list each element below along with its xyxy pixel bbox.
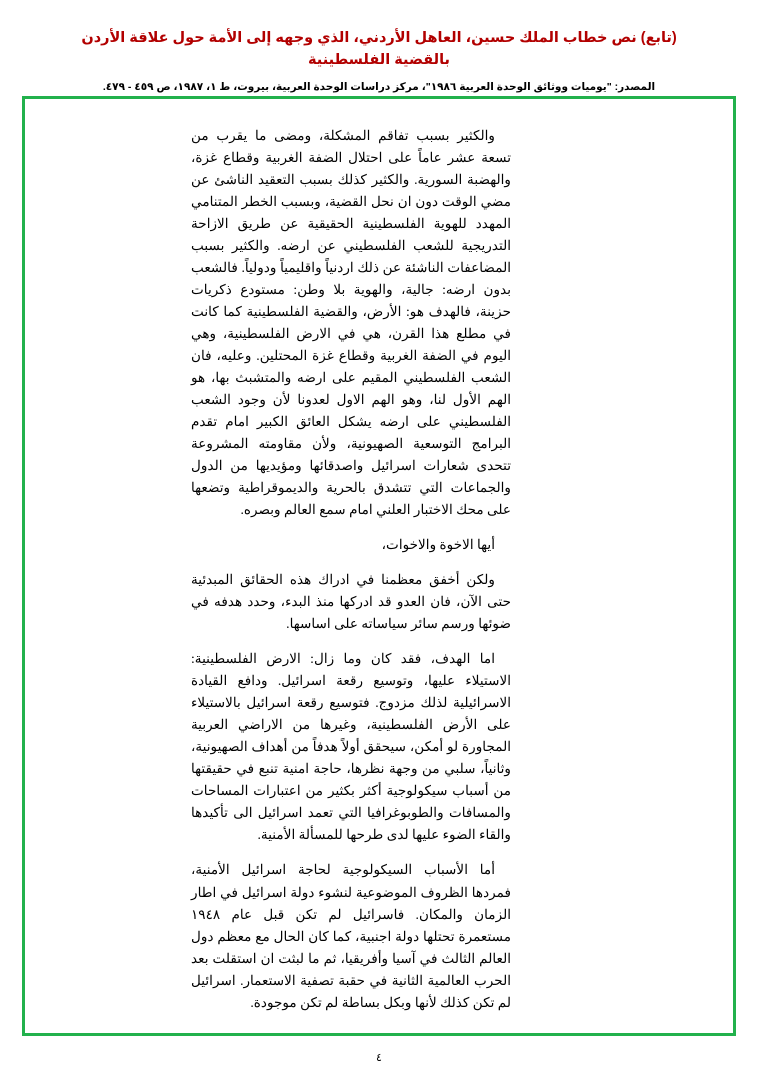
paragraph: والكثير بسبب تفاقم المشكلة، ومضى ما يقرب من تسعة عشر عاماً على احتلال الضفة الغربية وقطاع غزة، والهضبة السورية. والكثير كذلك بسبب التعقيد الناشئ عن مضي الوقت دون ان نحل القضية، وبسبب الخطر المتنامي المهدد للهوية الفلسطينية الحقيقية عن طريق الازاحة التدريجية للشعب الفلسطيني عن ارضه. والكثير بسبب المضاعفات الناشئة عن ذلك اردنياً واقليمياً ودولياً. فالشعب بدون ارضه: جالية، والهوية بلا وطن: مستودع ذكريات حزينة، فالهدف هو: الأرض، والقضية الفلسطينية كما كانت في مطلع هذا القرن، هي في الارض الفلسطينية، وهي اليوم في الضفة الغربية وقطاع غزة المحتلين. وعليه، فان الشعب الفلسطيني المقيم على ارضه والمتشبث بها، هو الهم الأول لنا، وهو الهم الاول لعدونا لأن وجود الشعب الفلسطيني على ارضه يشكل العائق الكبير امام تقدم البرامج التوسعية الصهيونية، ولأن مقاومته المشروعة تتحدى شعارات اسرائيل واصدقائها ومؤيديها من الدول والجماعات التي تتشدق بالحرية والديموقراطية وتضعها على محك الاختبار العلني امام سمع العالم وبصره. [191, 128, 511, 518]
page-number: ٤ [376, 1052, 382, 1064]
body-text-column [25, 99, 739, 1039]
paragraph: ولكن أخفق معظمنا في ادراك هذه الحقائق المبدئية حتى الآن، فان العدو قد ادركها منذ البدء، وحدد هدفه في ضوئها ورسم سائر سياساته على اساسها. [191, 572, 511, 632]
source-citation: المصدر: "يوميات ووثائق الوحدة العربية ١٩٨٦"، مركز دراسات الوحدة العربية، بيروت، ط ١، ١٩٨٧، ص ٤٥٩ - ٤٧٩. [102, 80, 656, 93]
page-title: (تابع) نص خطاب الملك حسين، العاهل الأردني، الذي وجهه إلى الأمة حول علاقة الأردن بالقضية الفلسطينية [81, 30, 677, 68]
paragraph: أيها الاخوة والاخوات، [381, 537, 495, 553]
paragraph: أما الأسباب السيكولوجية لحاجة اسرائيل الأمنية، فمردها الظروف الموضوعية لنشوء دولة اسرائيل في اطار الزمان والمكان. فاسرائيل لم تكن قبل عام ١٩٤٨ مستعمرة تحتلها دولة اجنبية، كما كان الحال مع معظم دول العالم الثالث في آسيا وأفريقيا، ثم ما لبثت ان استقلت بعد الحرب العالمية الثانية في حقبة تصفية الاستعمار. اسرائيل لم تكن كذلك لأنها وبكل بساطة لم تكن موجودة. [191, 862, 511, 1010]
content-frame [22, 96, 736, 1036]
paragraph: اما الهدف، فقد كان وما زال: الارض الفلسطينية: الاستيلاء عليها، وتوسيع رقعة اسرائيل. ودافع القيادة الاسرائيلية لذلك مزدوج. فتوسيع رقعة اسرائيل بالاستيلاء على الأرض الفلسطينية، وغيرها من الاراضي العربية المجاورة لو أمكن، سيحقق أولاً هدفاً من أهداف الصهيونية، وثانياً، سلبي من وجهة نظرها، حاجة امنية تنبع في حقيقتها من أسباب سيكولوجية أكثر بكثير من اعتبارات المساحات والمسافات والطوبوغرافيا التي تعمد اسرائيل الى تأكيدها والقاء الضوء عليها لدى طرحها للمسألة الأمنية. [191, 651, 511, 843]
